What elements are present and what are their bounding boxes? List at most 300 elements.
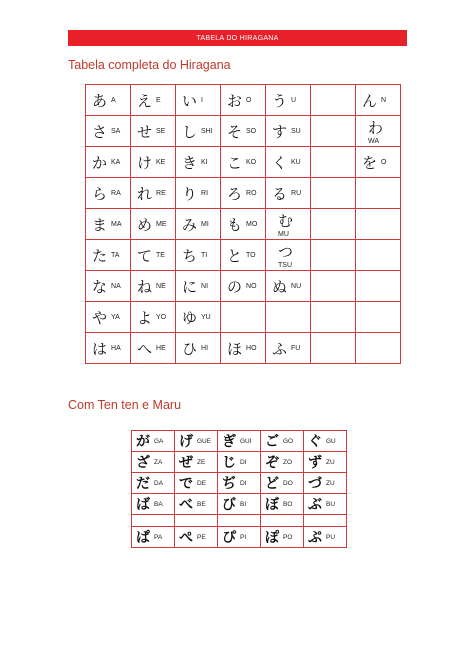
- hiragana-char: い: [182, 91, 198, 110]
- kana-pair: [86, 333, 130, 363]
- romaji-label: KA: [111, 158, 121, 166]
- hiragana-char: に: [182, 277, 198, 296]
- kana-pair: [356, 116, 400, 146]
- kana-cell: [266, 147, 311, 178]
- hiragana-char: ぴ: [222, 530, 236, 546]
- hiragana-char: ぱ: [136, 530, 150, 546]
- kana-cell: [304, 527, 347, 548]
- romaji-label: TE: [156, 251, 165, 259]
- kana-cell: [131, 271, 176, 302]
- kana-pair: [304, 494, 346, 514]
- romaji-label: SU: [291, 127, 301, 135]
- kana-cell: [132, 473, 175, 494]
- kana-cell: [131, 302, 176, 333]
- hiragana-char: ば: [136, 497, 150, 513]
- table-row: [132, 431, 347, 452]
- empty-cell: [261, 515, 304, 527]
- romaji-label: N: [381, 96, 387, 104]
- kana-cell: [86, 302, 131, 333]
- kana-pair: [132, 527, 174, 547]
- romaji-label: YU: [201, 313, 211, 321]
- kana-cell: [221, 147, 266, 178]
- romaji-label: I: [201, 96, 203, 104]
- kana-pair: [131, 85, 175, 115]
- kana-cell: [221, 116, 266, 147]
- kana-cell: [221, 271, 266, 302]
- kana-pair: [132, 431, 174, 451]
- kana-cell: [131, 240, 176, 271]
- hiragana-char: り: [182, 184, 198, 203]
- hiragana-char: く: [272, 153, 288, 172]
- kana-cell: [175, 431, 218, 452]
- hiragana-char: わ: [368, 119, 384, 137]
- romaji-label: RI: [201, 189, 209, 197]
- romaji-label: HE: [156, 344, 166, 352]
- table-row: [132, 452, 347, 473]
- hiragana-char: ぷ: [308, 530, 322, 546]
- title-banner: [68, 30, 407, 46]
- kana-pair: [266, 333, 310, 363]
- kana-cell: [266, 333, 311, 364]
- romaji-label: RO: [246, 189, 257, 197]
- hiragana-char: ひ: [182, 339, 198, 358]
- kana-cell: [304, 431, 347, 452]
- hiragana-char: こ: [227, 153, 243, 172]
- romaji-label: TA: [111, 251, 120, 259]
- kana-cell: [176, 85, 221, 116]
- empty-cell: [311, 178, 356, 209]
- romaji-label: MU: [278, 231, 289, 238]
- kana-pair: [266, 116, 310, 146]
- romaji-label: MO: [246, 220, 258, 228]
- kana-cell: [86, 147, 131, 178]
- hiragana-char: ゆ: [182, 308, 198, 327]
- kana-pair: [304, 473, 346, 493]
- romaji-label: GA: [154, 437, 164, 445]
- table-row: [86, 302, 401, 333]
- romaji-label: KE: [156, 158, 166, 166]
- romaji-label: ZE: [197, 458, 206, 466]
- kana-pair: [132, 494, 174, 514]
- hiragana-char: へ: [137, 339, 153, 358]
- kana-pair: [261, 431, 303, 451]
- hiragana-char: び: [222, 497, 236, 513]
- hiragana-char: の: [227, 277, 243, 296]
- romaji-label: RU: [291, 189, 302, 197]
- romaji-label: DE: [197, 479, 207, 487]
- kana-cell: [221, 85, 266, 116]
- kana-pair: [86, 178, 130, 208]
- hiragana-char: ぎ: [222, 434, 236, 450]
- romaji-label: O: [246, 96, 252, 104]
- empty-cell: [311, 240, 356, 271]
- kana-cell: [176, 333, 221, 364]
- kana-cell: [218, 452, 261, 473]
- romaji-label: TSU: [278, 262, 292, 269]
- kana-cell: [218, 527, 261, 548]
- kana-cell: [86, 209, 131, 240]
- kana-pair: [86, 302, 130, 332]
- kana-pair: [218, 452, 260, 472]
- kana-cell: [261, 431, 304, 452]
- hiragana-char: そ: [227, 122, 243, 141]
- kana-pair: [86, 209, 130, 239]
- kana-cell: [175, 494, 218, 515]
- romaji-label: NU: [291, 282, 302, 290]
- hiragana-char: ぜ: [179, 455, 193, 471]
- romaji-label: KI: [201, 158, 208, 166]
- hiragana-char: か: [92, 153, 108, 172]
- hiragana-char: ふ: [272, 339, 288, 358]
- romaji-label: TO: [246, 251, 256, 259]
- hiragana-char: す: [272, 122, 288, 141]
- hiragana-char: ん: [362, 91, 378, 110]
- empty-cell: [132, 515, 175, 527]
- empty-cell: [356, 240, 401, 271]
- hiragana-char: づ: [308, 476, 322, 492]
- empty-cell: [356, 271, 401, 302]
- kana-pair: [221, 333, 265, 363]
- hiragana-char: し: [182, 122, 198, 141]
- section-heading-complete: Tabela completa do Hiragana: [68, 58, 231, 72]
- hiragana-char: を: [362, 153, 378, 172]
- kana-cell: [176, 178, 221, 209]
- kana-pair: [221, 85, 265, 115]
- kana-pair: [218, 431, 260, 451]
- hiragana-char: ぽ: [265, 530, 279, 546]
- romaji-label: KU: [291, 158, 301, 166]
- romaji-label: BA: [154, 500, 163, 508]
- kana-cell: [176, 116, 221, 147]
- empty-cell: [221, 302, 266, 333]
- romaji-label: A: [111, 96, 116, 104]
- romaji-label: PA: [154, 533, 163, 541]
- empty-cell: [311, 271, 356, 302]
- romaji-label: DI: [240, 458, 247, 466]
- hiragana-char: お: [227, 91, 243, 110]
- hiragana-char: う: [272, 91, 288, 110]
- romaji-label: KO: [246, 158, 257, 166]
- romaji-label: BI: [240, 500, 247, 508]
- hiragana-char: ず: [308, 455, 322, 471]
- hiragana-char: ぢ: [222, 476, 236, 492]
- kana-pair: [356, 85, 400, 115]
- kana-cell: [86, 85, 131, 116]
- kana-cell: [86, 116, 131, 147]
- kana-pair: [176, 209, 220, 239]
- kana-cell: [266, 240, 311, 271]
- kana-cell: [176, 147, 221, 178]
- kana-pair: [221, 116, 265, 146]
- romaji-label: PO: [283, 533, 293, 541]
- hiragana-char: よ: [137, 308, 153, 327]
- kana-cell: [221, 333, 266, 364]
- kana-pair: [261, 494, 303, 514]
- section-heading-tenten-maru: Com Ten ten e Maru: [68, 398, 182, 412]
- kana-cell: [266, 178, 311, 209]
- kana-pair: [131, 302, 175, 332]
- hiragana-char: な: [92, 277, 108, 296]
- kana-pair: [266, 240, 310, 270]
- romaji-label: MI: [201, 220, 209, 228]
- romaji-label: ZU: [326, 458, 335, 466]
- kana-cell: [131, 116, 176, 147]
- romaji-label: ZU: [326, 479, 335, 487]
- hiragana-char: も: [227, 215, 243, 234]
- romaji-label: U: [291, 96, 297, 104]
- hiragana-char: ご: [265, 434, 279, 450]
- kana-pair: [221, 240, 265, 270]
- kana-pair: [221, 147, 265, 177]
- romaji-label: NE: [156, 282, 166, 290]
- empty-cell: [311, 302, 356, 333]
- romaji-label: SHI: [201, 127, 213, 135]
- kana-cell: [261, 527, 304, 548]
- empty-cell: [356, 302, 401, 333]
- hiragana-table: [85, 84, 401, 364]
- kana-pair: [131, 116, 175, 146]
- hiragana-char: め: [137, 215, 153, 234]
- kana-pair: [131, 333, 175, 363]
- table-row: [132, 527, 347, 548]
- romaji-label: ZA: [154, 458, 163, 466]
- hiragana-char: て: [137, 246, 153, 265]
- hiragana-char: ぞ: [265, 455, 279, 471]
- hiragana-char: ほ: [227, 339, 243, 358]
- kana-cell: [261, 494, 304, 515]
- kana-cell: [218, 431, 261, 452]
- romaji-label: MA: [111, 220, 122, 228]
- empty-cell: [311, 333, 356, 364]
- kana-cell: [221, 178, 266, 209]
- kana-cell: [221, 240, 266, 271]
- romaji-label: RA: [111, 189, 121, 197]
- romaji-label: NA: [111, 282, 121, 290]
- kana-pair: [176, 85, 220, 115]
- kana-cell: [304, 452, 347, 473]
- empty-cell: [311, 85, 356, 116]
- hiragana-char: え: [137, 91, 153, 110]
- hiragana-char: た: [92, 246, 108, 265]
- kana-cell: [86, 333, 131, 364]
- kana-cell: [131, 333, 176, 364]
- romaji-label: GO: [283, 437, 294, 445]
- kana-cell: [356, 147, 401, 178]
- romaji-label: DA: [154, 479, 164, 487]
- romaji-label: PU: [326, 533, 336, 541]
- kana-pair: [86, 240, 130, 270]
- kana-cell: [176, 240, 221, 271]
- kana-pair: [304, 527, 346, 547]
- kana-cell: [304, 473, 347, 494]
- romaji-label: GUE: [197, 437, 212, 445]
- kana-pair: [131, 147, 175, 177]
- kana-cell: [175, 527, 218, 548]
- kana-pair: [266, 178, 310, 208]
- kana-cell: [132, 431, 175, 452]
- hiragana-char: る: [272, 184, 288, 203]
- empty-cell: [311, 209, 356, 240]
- kana-cell: [266, 271, 311, 302]
- kana-cell: [131, 178, 176, 209]
- hiragana-char: ち: [182, 246, 198, 265]
- hiragana-char: や: [92, 308, 108, 327]
- kana-cell: [131, 209, 176, 240]
- kana-cell: [131, 85, 176, 116]
- romaji-label: YO: [156, 313, 167, 321]
- hiragana-char: だ: [136, 476, 150, 492]
- romaji-label: SA: [111, 127, 121, 135]
- romaji-label: HI: [201, 344, 209, 352]
- kana-pair: [131, 240, 175, 270]
- kana-cell: [218, 473, 261, 494]
- romaji-label: FU: [291, 344, 301, 352]
- romaji-label: NI: [201, 282, 209, 290]
- kana-pair: [304, 431, 346, 451]
- kana-cell: [266, 116, 311, 147]
- kana-pair: [175, 527, 217, 547]
- kana-cell: [356, 85, 401, 116]
- romaji-label: HO: [246, 344, 257, 352]
- hiragana-char: ざ: [136, 455, 150, 471]
- hiragana-char: べ: [179, 497, 193, 513]
- romaji-label: HA: [111, 344, 121, 352]
- kana-cell: [221, 209, 266, 240]
- kana-pair: [132, 473, 174, 493]
- kana-pair: [176, 333, 220, 363]
- hiragana-char: ろ: [227, 184, 243, 203]
- kana-pair: [176, 178, 220, 208]
- empty-cell: [356, 209, 401, 240]
- romaji-label: ME: [156, 220, 167, 228]
- kana-cell: [86, 240, 131, 271]
- table-row: [86, 116, 401, 147]
- kana-cell: [132, 452, 175, 473]
- romaji-label: GUI: [240, 437, 252, 445]
- kana-pair: [221, 178, 265, 208]
- kana-pair: [261, 527, 303, 547]
- kana-cell: [266, 209, 311, 240]
- hiragana-char: さ: [92, 122, 108, 141]
- kana-cell: [266, 85, 311, 116]
- kana-pair: [131, 271, 175, 301]
- kana-pair: [131, 178, 175, 208]
- empty-cell: [356, 178, 401, 209]
- dakuten-table: [131, 430, 347, 548]
- empty-cell: [304, 515, 347, 527]
- banner-title: TABELA DO HIRAGANA: [196, 34, 279, 42]
- romaji-label: O: [381, 158, 387, 166]
- romaji-label: WA: [368, 138, 380, 145]
- kana-pair: [221, 209, 265, 239]
- hiragana-char: せ: [137, 122, 153, 141]
- hiragana-char: ぬ: [272, 277, 288, 296]
- kana-pair: [176, 302, 220, 332]
- kana-cell: [304, 494, 347, 515]
- hiragana-char: ね: [137, 277, 153, 296]
- romaji-label: DI: [240, 479, 247, 487]
- kana-cell: [261, 473, 304, 494]
- hiragana-char: き: [182, 153, 198, 172]
- romaji-label: PI: [240, 533, 247, 541]
- romaji-label: BU: [326, 500, 336, 508]
- kana-pair: [356, 147, 400, 177]
- empty-cell: [356, 333, 401, 364]
- hiragana-char: ぼ: [265, 497, 279, 513]
- hiragana-char: む: [278, 212, 294, 230]
- kana-pair: [266, 147, 310, 177]
- empty-cell: [175, 515, 218, 527]
- empty-cell: [311, 116, 356, 147]
- kana-cell: [131, 147, 176, 178]
- kana-cell: [175, 473, 218, 494]
- kana-pair: [261, 473, 303, 493]
- hiragana-char: と: [227, 246, 243, 265]
- romaji-label: RE: [156, 189, 166, 197]
- kana-pair: [86, 271, 130, 301]
- table-row: [86, 147, 401, 178]
- hiragana-char: ぐ: [308, 434, 322, 450]
- kana-pair: [176, 116, 220, 146]
- empty-cell: [218, 515, 261, 527]
- kana-cell: [176, 209, 221, 240]
- hiragana-char: は: [92, 339, 108, 358]
- kana-pair: [266, 85, 310, 115]
- table-row: [132, 494, 347, 515]
- romaji-label: PE: [197, 533, 206, 541]
- romaji-label: E: [156, 96, 161, 104]
- hiragana-char: つ: [278, 243, 294, 261]
- kana-cell: [176, 271, 221, 302]
- kana-pair: [86, 116, 130, 146]
- hiragana-char: ら: [92, 184, 108, 203]
- table-row: [132, 515, 347, 527]
- romaji-label: YA: [111, 313, 120, 321]
- hiragana-char: あ: [92, 91, 108, 110]
- romaji-label: BE: [197, 500, 206, 508]
- table-row: [86, 271, 401, 302]
- romaji-label: SO: [246, 127, 257, 135]
- table-row: [86, 85, 401, 116]
- kana-cell: [176, 302, 221, 333]
- kana-pair: [86, 147, 130, 177]
- romaji-label: SE: [156, 127, 166, 135]
- hiragana-char: が: [136, 434, 150, 450]
- kana-cell: [261, 452, 304, 473]
- table-row: [86, 240, 401, 271]
- kana-cell: [86, 178, 131, 209]
- hiragana-char: じ: [222, 455, 236, 471]
- kana-cell: [218, 494, 261, 515]
- kana-cell: [86, 271, 131, 302]
- romaji-label: TI: [201, 251, 208, 259]
- hiragana-char: ぶ: [308, 497, 322, 513]
- hiragana-char: で: [179, 476, 193, 492]
- kana-pair: [176, 271, 220, 301]
- table-row: [86, 333, 401, 364]
- hiragana-char: ま: [92, 215, 108, 234]
- kana-cell: [175, 452, 218, 473]
- kana-pair: [175, 494, 217, 514]
- table-row: [132, 473, 347, 494]
- kana-pair: [132, 452, 174, 472]
- romaji-label: NO: [246, 282, 257, 290]
- hiragana-char: み: [182, 215, 198, 234]
- kana-pair: [218, 527, 260, 547]
- romaji-label: GU: [326, 437, 336, 445]
- table-row: [86, 209, 401, 240]
- hiragana-char: げ: [179, 434, 193, 450]
